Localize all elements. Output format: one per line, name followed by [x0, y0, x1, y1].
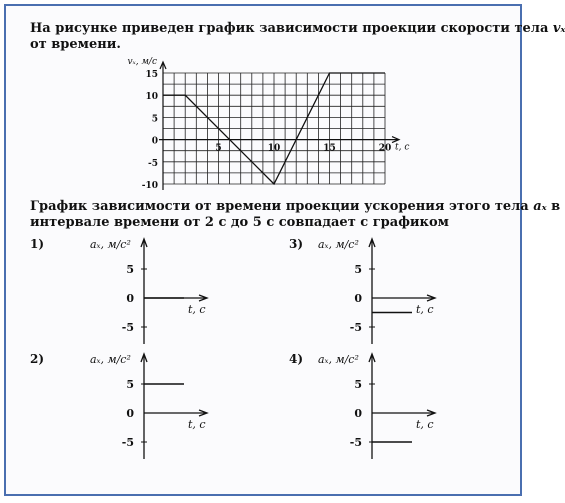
- option-y-axis-label: aₓ, м/с²: [90, 353, 131, 366]
- option-x-axis-label: t, с: [416, 303, 434, 316]
- option-y-axis-label: aₓ, м/с²: [318, 353, 359, 366]
- option-y-tick-label: 5: [354, 263, 362, 276]
- option-y-tick-label: -5: [349, 436, 362, 449]
- option-number: 1): [30, 237, 45, 251]
- option-y-axis-label: aₓ, м/с²: [318, 238, 359, 251]
- y-tick-label: 10: [145, 92, 158, 103]
- option-y-tick-label: -5: [121, 436, 134, 449]
- x-tick-label: 5: [215, 143, 222, 154]
- y-tick-label: -5: [148, 158, 158, 169]
- y-axis-label: vₓ, м/с: [127, 57, 157, 67]
- y-tick-label: 15: [145, 70, 158, 80]
- question-line-2: интервале времени от 2 с до 5 с совпадает с графиком: [30, 215, 449, 230]
- option-y-tick-label: 5: [354, 378, 362, 391]
- option-y-axis-label: aₓ, м/с²: [90, 238, 131, 251]
- y-tick-label: -10: [141, 181, 158, 191]
- option-y-tick-label: 0: [354, 292, 362, 305]
- statement-text: На рисунке приведен график зависимости проекции скорости тела: [30, 21, 553, 36]
- option-y-tick-label: 0: [354, 407, 362, 420]
- acceleration-symbol: aₓ: [533, 199, 547, 214]
- option-x-axis-label: t, с: [188, 303, 206, 316]
- option-y-tick-label: -5: [349, 321, 362, 334]
- option-x-axis-label: t, с: [188, 418, 206, 431]
- x-tick-label: 20: [378, 143, 392, 154]
- option-x-axis-label: t, с: [416, 418, 434, 431]
- option-y-tick-label: -5: [121, 321, 134, 334]
- statement-line-2: от времени.: [30, 37, 121, 52]
- question-text: График зависимости от времени проекции ускорения этого тела: [30, 199, 534, 214]
- option-y-tick-label: 5: [126, 378, 134, 391]
- option-number: 2): [30, 352, 45, 366]
- option-y-tick-label: 0: [126, 407, 134, 420]
- x-tick-label: 15: [323, 143, 336, 154]
- question-tail: в: [546, 199, 561, 214]
- option-y-tick-label: 5: [126, 263, 134, 276]
- x-tick-label: 10: [267, 143, 281, 154]
- y-tick-label: 0: [151, 136, 158, 147]
- x-axis-label: t, с: [395, 142, 410, 153]
- velocity-symbol: vₓ: [552, 21, 565, 36]
- option-number: 3): [289, 237, 304, 251]
- option-number: 4): [289, 352, 304, 366]
- option-y-tick-label: 0: [126, 292, 134, 305]
- y-tick-label: 5: [151, 114, 158, 125]
